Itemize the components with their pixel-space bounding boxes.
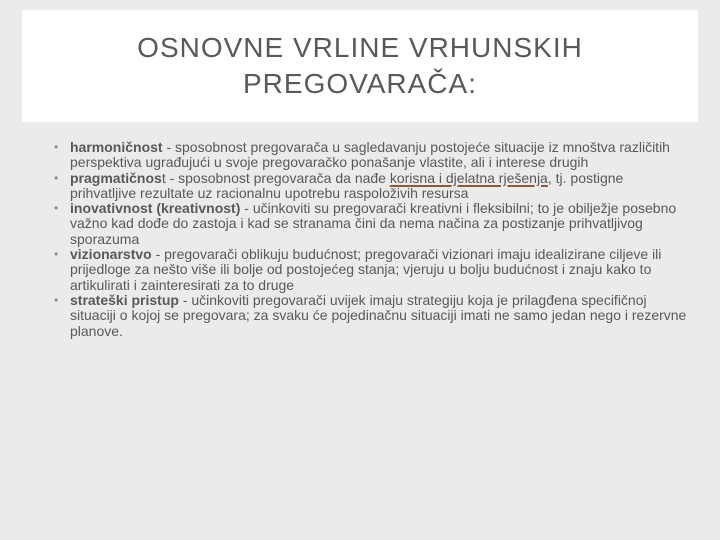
bullet-dot-icon: •	[54, 170, 59, 185]
slide-title	[137, 30, 583, 102]
bullet-item-vizionarstvo	[50, 247, 690, 293]
bullet-term: vizionarstvo	[70, 246, 152, 263]
bullet-text: - učinkoviti pregovarači uvijek imaju strategiju koja je prilagđena specifičnoj situaciji o kojoj se pregovara; za svaku će pojedinačnu situaciji imati ne samo jedan nego i rezervne planove.	[70, 291, 687, 339]
bullet-text: t - sposobnost pregovarača da nađe	[161, 169, 390, 186]
bullet-item-pragmaticnost	[50, 171, 690, 202]
bullet-list	[50, 140, 690, 339]
bullet-text: - učinkoviti su pregovarači kreativni i fleksibilni; to je obilježje posebno važno kad dođe do zastoja i kad se stranama čini da nema načina za postizanje prihvatljivog sporazuma	[70, 200, 677, 247]
bullet-item-harmonicnost	[50, 140, 690, 171]
bullet-item-inovativnost	[50, 201, 690, 247]
bullet-term: strateški pristup	[70, 291, 179, 308]
bullet-text-tail: , tj. postigne prihvatljive rezultate uz racionalnu upotrebu raspoloživih resursa	[70, 169, 624, 201]
bullet-text: - sposobnost pregovarača u sagledavanju postojeće situacije iz mnoštva različitih perspektiva ugrađujući u svoje pregovaračko ponašanje vlastite, ali i interese drugih	[70, 139, 670, 171]
bullet-dot-icon: •	[54, 292, 59, 307]
bullet-dot-icon: •	[54, 140, 59, 154]
slide-content	[50, 140, 690, 339]
slide-title-line-1: OSNOVNE VRLINE VRHUNSKIH	[137, 32, 583, 63]
title-panel	[22, 10, 698, 122]
bullet-term: harmoničnost	[70, 139, 163, 155]
bullet-term: inovativnost (kreativnost)	[70, 200, 241, 217]
underlined-phrase: korisna i djelatna rješenja	[389, 169, 548, 186]
bullet-term: pragmatičnos	[70, 169, 162, 186]
bullet-dot-icon: •	[54, 201, 59, 216]
bullet-text: - pregovarači oblikuju budućnost; pregovarači vizionari imaju idealizirane ciljeve ili prijedloge za nešto više ili bolje od postojećeg stanja; vjeruju u bolju budućnost i znaju kako to artikulirati i zainteresirati za to druge	[70, 246, 662, 293]
slide-title-line-2: PREGOVARAČA:	[243, 68, 477, 99]
bullet-dot-icon: •	[54, 247, 59, 262]
bullet-item-strateski-pristup	[50, 293, 690, 339]
